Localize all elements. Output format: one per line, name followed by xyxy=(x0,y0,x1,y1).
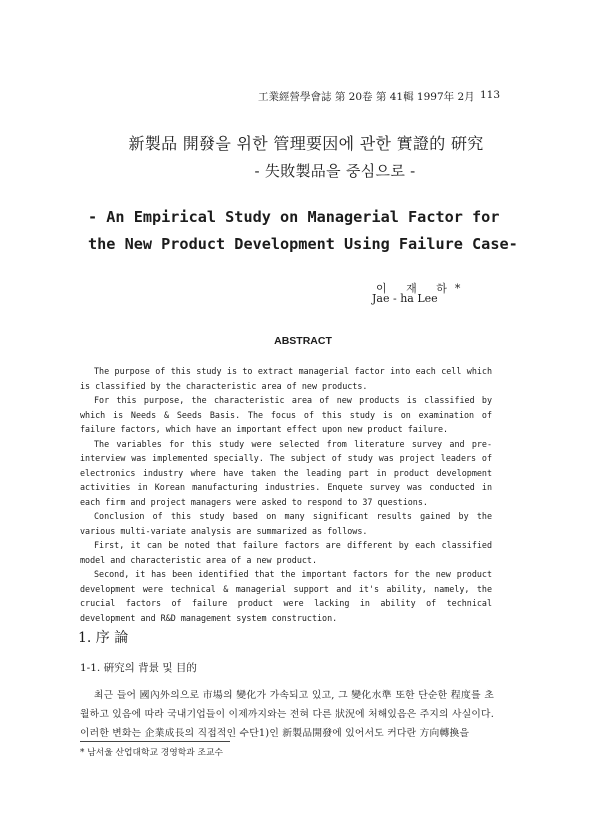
footnote-divider xyxy=(80,741,230,742)
journal-info: 工業經營學會誌 第 20卷 第 41輯 1997年 2月 xyxy=(258,91,475,103)
abstract-paragraph: Conclusion of this study based on many significant results gained by the various multi-variate analysis are summarized as follows. xyxy=(80,511,492,536)
author-korean-name: 이 재 하* xyxy=(376,282,469,295)
subsection-heading: 1-1. 硏究의 背景 및 目的 xyxy=(80,662,197,674)
abstract-body xyxy=(80,364,492,625)
abstract-heading: ABSTRACT xyxy=(274,335,332,347)
footnote: * 남서울 산업대학교 경영학과 조교수 xyxy=(80,748,224,758)
english-title-line-1: - An Empirical Study on Managerial Factor for xyxy=(88,208,500,226)
page-number: 113 xyxy=(480,89,501,101)
korean-title: 新製品 開發을 위한 管理要因에 관한 實證的 硏究 xyxy=(128,134,484,153)
section-heading: 1. 序 論 xyxy=(78,630,129,646)
korean-subtitle: - 失敗製品을 중심으로 - xyxy=(254,162,416,180)
abstract-paragraph: First, it can be noted that failure factors are different by each classified model and characteristic area of a new product. xyxy=(80,540,492,565)
body-paragraph: 최근 들어 國內外의으로 市場의 變化가 가속되고 있고, 그 變化水準 또한 단순한 程度를 초월하고 있음에 따라 국내기업들이 이제까지와는 전혀 다른 狀況에 처해있음은 주지의 사실이다. 이러한 변화는 企業成長의 직접적인 수단1)인 新製品開發에 있어서도 커다란 方向轉換을 xyxy=(80,690,495,739)
english-title-line-2: the New Product Development Using Failure Case- xyxy=(88,235,518,253)
abstract-paragraph: The purpose of this study is to extract managerial factor into each cell which is classified by the characteristic area of new products. xyxy=(80,366,492,391)
author-english-name: Jae - ha Lee xyxy=(372,292,438,305)
abstract-paragraph: For this purpose, the characteristic area of new products is classified by which is Needs & Seeds Basis. The focus of this study is on examination of failure factors, which have an important effect upon new product failure. xyxy=(80,395,492,434)
english-title xyxy=(88,204,518,258)
abstract-paragraph: The variables for this study were selected from literature survey and pre-interview was implemented specially. The subject of study was project leaders of electronics industry where have taken the leading part in product development activities in Korean manufacturing industries. Enquete survey was conducted in each firm and project managers were asked to respond to 37 questions. xyxy=(80,438,492,507)
running-header xyxy=(0,89,600,105)
introduction-body xyxy=(80,686,494,743)
abstract-paragraph: Second, it has been identified that the important factors for the new product development were technical & managerial support and it's ability, namely, the crucial factors of failure product were lacking in ability of technical development and R&D management system construction. xyxy=(80,569,492,623)
